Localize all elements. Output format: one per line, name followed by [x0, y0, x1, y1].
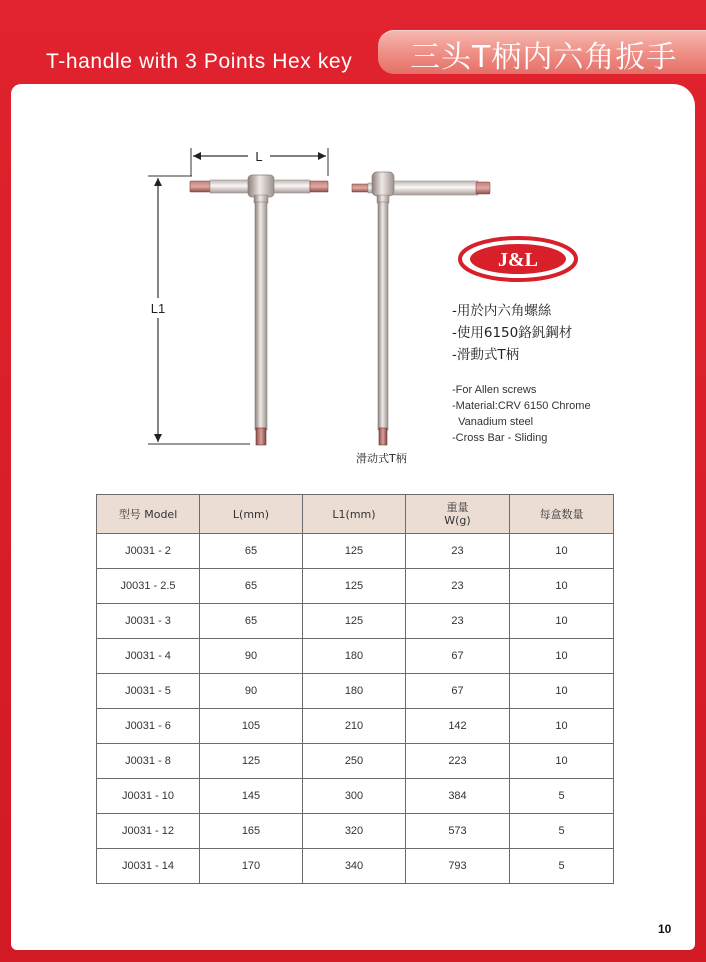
- feature-en-list: [452, 382, 591, 446]
- col-header-l1: L1(mm): [303, 495, 406, 534]
- cell-weight: 573: [406, 814, 510, 849]
- dimension-l1-label: L1: [150, 301, 166, 316]
- cell-l1: 340: [303, 849, 406, 884]
- cell-l: 65: [200, 604, 303, 639]
- table-row: [97, 639, 614, 674]
- feature-cn-1: -用於内六角螺絲: [452, 303, 552, 319]
- cell-model: J0031 - 5: [97, 674, 200, 709]
- table-row: [97, 814, 614, 849]
- col-header-weight-cn: 重量: [446, 501, 469, 514]
- cell-qty: 5: [510, 779, 614, 814]
- cell-weight: 384: [406, 779, 510, 814]
- cell-model: J0031 - 14: [97, 849, 200, 884]
- cell-l: 165: [200, 814, 303, 849]
- cell-weight: 793: [406, 849, 510, 884]
- col-header-weight-en: W(g): [444, 514, 471, 527]
- table-header-row: [97, 495, 614, 534]
- table-row: [97, 744, 614, 779]
- cell-l: 145: [200, 779, 303, 814]
- brand-logo: [458, 236, 578, 282]
- feature-en-4: -Cross Bar - Sliding: [452, 432, 548, 444]
- feature-en-2: -Material:CRV 6150 Chrome: [452, 400, 591, 412]
- cell-model: J0031 - 4: [97, 639, 200, 674]
- col-header-l: L(mm): [200, 495, 303, 534]
- cell-qty: 10: [510, 674, 614, 709]
- table-row: [97, 779, 614, 814]
- col-header-weight: [406, 495, 510, 534]
- cell-l1: 180: [303, 639, 406, 674]
- cell-qty: 5: [510, 814, 614, 849]
- cell-qty: 10: [510, 744, 614, 779]
- cell-l: 65: [200, 534, 303, 569]
- dimension-l: [191, 146, 328, 176]
- cell-qty: 10: [510, 639, 614, 674]
- table-row: [97, 709, 614, 744]
- cell-model: J0031 - 2.5: [97, 569, 200, 604]
- cell-weight: 23: [406, 569, 510, 604]
- cell-l: 170: [200, 849, 303, 884]
- cell-l1: 125: [303, 534, 406, 569]
- cell-l1: 210: [303, 709, 406, 744]
- cell-l1: 180: [303, 674, 406, 709]
- col-header-qty: 每盒数量: [510, 495, 614, 534]
- feature-cn-3: -滑動式T柄: [452, 347, 520, 363]
- table-row: [97, 534, 614, 569]
- cell-l1: 125: [303, 569, 406, 604]
- cell-qty: 10: [510, 709, 614, 744]
- cell-model: J0031 - 3: [97, 604, 200, 639]
- table-row: [97, 849, 614, 884]
- t-handle-wrench-front: [190, 175, 328, 445]
- figure-caption: 滑动式T柄: [356, 452, 407, 465]
- cell-weight: 142: [406, 709, 510, 744]
- page-title-cn: 三头T柄内六角扳手: [410, 40, 678, 75]
- cell-model: J0031 - 8: [97, 744, 200, 779]
- brand-logo-text: J&L: [498, 249, 538, 271]
- cell-l: 105: [200, 709, 303, 744]
- cell-l: 90: [200, 674, 303, 709]
- table-row: [97, 674, 614, 709]
- cell-l1: 320: [303, 814, 406, 849]
- page-title-en: T-handle with 3 Points Hex key: [46, 50, 353, 73]
- cell-qty: 10: [510, 534, 614, 569]
- col-header-model: 型号 Model: [97, 495, 200, 534]
- cell-qty: 5: [510, 849, 614, 884]
- cell-qty: 10: [510, 569, 614, 604]
- cell-model: J0031 - 2: [97, 534, 200, 569]
- cell-model: J0031 - 12: [97, 814, 200, 849]
- page-number: 10: [658, 922, 672, 936]
- table-row: [97, 604, 614, 639]
- title-tab: [378, 30, 706, 74]
- product-illustration: [140, 140, 350, 470]
- cell-l: 125: [200, 744, 303, 779]
- feature-cn-2: -使用6150鉻釩鋼材: [452, 325, 573, 341]
- cell-weight: 67: [406, 639, 510, 674]
- dimension-l-label: L: [255, 149, 263, 164]
- cell-l: 65: [200, 569, 303, 604]
- cell-weight: 23: [406, 534, 510, 569]
- feature-en-3: Vanadium steel: [452, 416, 534, 428]
- cell-l1: 250: [303, 744, 406, 779]
- cell-l: 90: [200, 639, 303, 674]
- cell-l1: 125: [303, 604, 406, 639]
- spec-table: [96, 494, 614, 884]
- feature-en-1: -For Allen screws: [452, 384, 537, 396]
- cell-model: J0031 - 6: [97, 709, 200, 744]
- cell-weight: 67: [406, 674, 510, 709]
- table-row: [97, 569, 614, 604]
- cell-model: J0031 - 10: [97, 779, 200, 814]
- cell-weight: 23: [406, 604, 510, 639]
- table-body: [97, 534, 614, 884]
- feature-list: [452, 300, 591, 446]
- dimension-l1: [146, 176, 250, 444]
- cell-weight: 223: [406, 744, 510, 779]
- cell-l1: 300: [303, 779, 406, 814]
- cell-qty: 10: [510, 604, 614, 639]
